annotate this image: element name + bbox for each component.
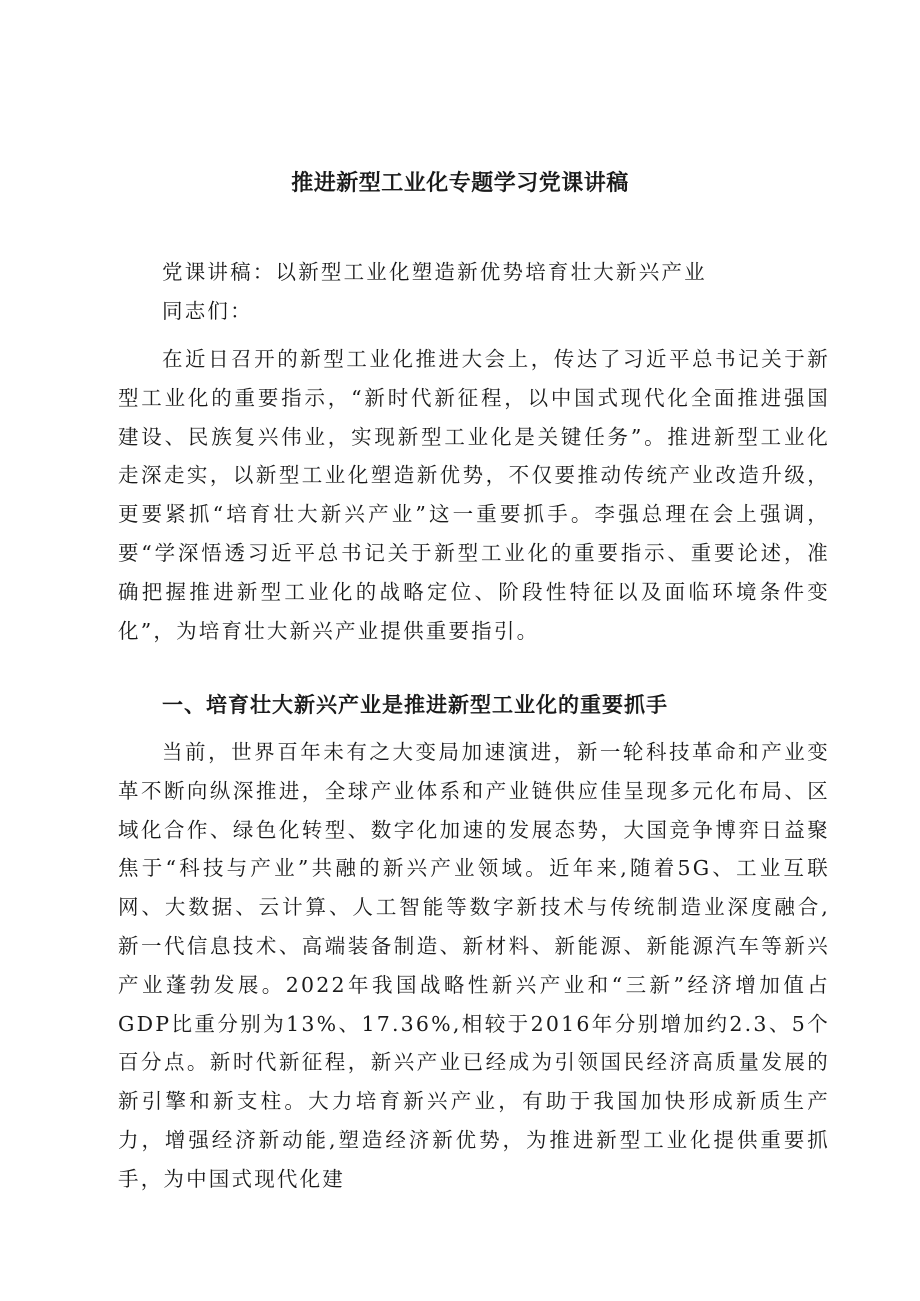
section-1-heading: 一、培育壮大新兴产业是推进新型工业化的重要抓手 (162, 693, 668, 717)
document-title: 推进新型工业化专题学习党课讲稿 (291, 171, 629, 196)
document-subtitle: 党课讲稿：以新型工业化塑造新优势培育壮大新兴产业 (162, 260, 707, 284)
paragraph-1: 在近日召开的新型工业化推进大会上，传达了习近平总书记关于新型工业化的重要指示，“新时代新征程，以中国式现代化全面推进强国建设、民族复兴伟业，实现新型工业化是关键任务”。推进新型工业化走深走实，以新型工业化塑造新优势，不仅要推动传统产业改造升级，更要紧抓“培育壮大新兴产业”这一重要抓手。李强总理在会上强调，要“学深悟透习近平总书记关于新型工业化的重要指示、重要论述，准确把握推进新型工业化的战略定位、阶段性特征以及面临环境条件变化”，为培育壮大新兴产业提供重要指引。 (118, 347, 830, 643)
greeting: 同志们： (162, 299, 253, 323)
paragraph-2: 当前，世界百年未有之大变局加速演进，新一轮科技革命和产业变革不断向纵深推进，全球产业体系和产业链供应佳呈现多元化布局、区域化合作、绿色化转型、数字化加速的发展态势，大国竞争博弈日益聚焦于“科技与产业”共融的新兴产业领域。近年来,随着5G、工业互联网、大数据、云计算、人工智能等数字新技术与传统制造业深度融合,新一代信息技术、高端装备制造、新材料、新能源、新能源汽车等新兴产业蓬勃发展。2022年我国战略性新兴产业和“三新”经济增加值占GDP比重分别为13%、17.36%,相较于2016年分别增加约2.3、5个百分点。新时代新征程，新兴产业已经成为引领国民经济高质量发展的新引擎和新支柱。大力培育新兴产业，有助于我国加快形成新质生产力，增强经济新动能,塑造经济新优势，为推进新型工业化提供重要抓手，为中国式现代化建 (118, 740, 830, 1191)
